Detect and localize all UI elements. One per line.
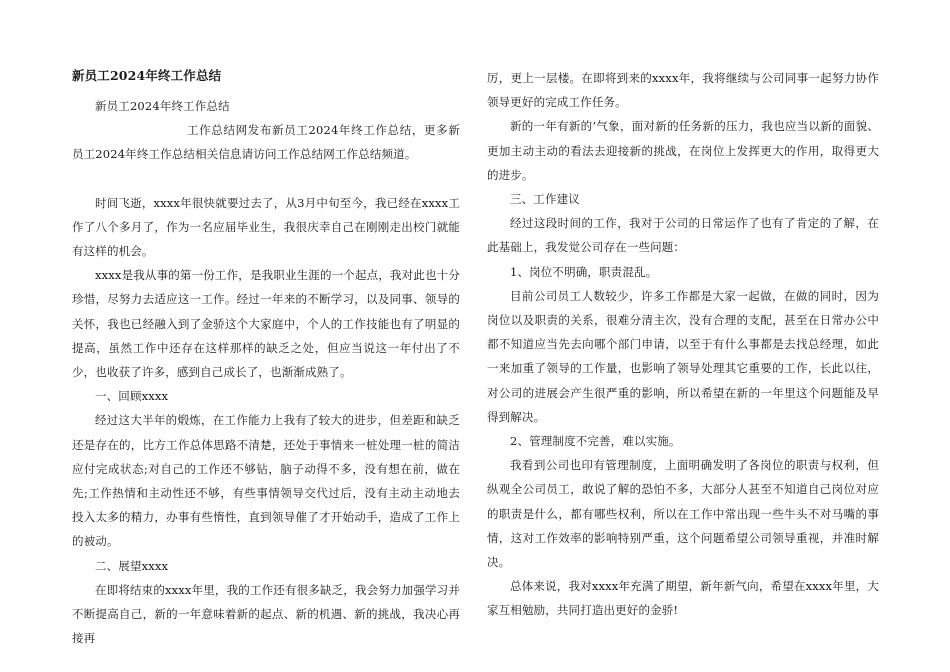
paragraph: 经过这大半年的煅炼，在工作能力上我有了较大的进步，但差距和缺乏还是存在的，比方工作总体思路不清楚，还处于事情来一桩处理一桩的简洁应付完成状态;对自己的工作还不够钻，脑子动得不多，没有想在前，做在先;工作热情和主动性还不够，有些事情领导交代过后，没有主动主动地去投入太多的精力，办事有些惰性，直到领导催了才开始动手，造成了工作上的被动。	[72, 413, 460, 549]
left-column	[72, 58, 460, 650]
paragraph: 新的一年有新的’气象，面对新的任务新的压力，我也应当以新的面貌、更加主动主动的看法去迎接新的挑战，在岗位上发挥更大的作用，取得更大的进步。	[487, 119, 879, 182]
subsection-heading: 1、岗位不明确，职责混乱。	[510, 264, 658, 279]
paragraph: 经过这段时间的工作，我对于公司的日常运作了也有了肯定的了解，在此基础上，我发觉公司存在一些问题：	[487, 216, 879, 255]
spacer	[72, 167, 460, 191]
section-heading: 一、回顾xxxx	[95, 389, 169, 404]
paragraph: 时间飞逝，xxxx年很快就要过去了，从3月中旬至今，我已经在xxxx工作了八个多月了，作为一名应届毕业生，我很庆幸自己在刚刚走出校门就能有这样的机会。	[72, 195, 460, 259]
right-column	[487, 66, 879, 623]
paragraph: 目前公司员工人数较少，许多工作都是大家一起做，在做的同时，因为岗位以及职责的关系，很难分清主次，没有合理的支配，甚至在日常办公中都不知道应当先去向哪个部门申请，以至于有什么事都是去找总经理，如此一来加重了领导的工作量，也影响了领导处理其它重要的工作，长此以往，对公司的进展会产生很严重的影响，所以希望在新的一年里这个问题能及早得到解决。	[487, 288, 879, 424]
paragraph: 总体来说，我对xxxx年充满了期望，新年新气向，希望在xxxx年里，大家互相勉励，共同打造出更好的金骄!	[487, 579, 879, 618]
document-subtitle: 新员工2024年终工作总结	[95, 99, 230, 113]
section-heading: 三、工作建议	[510, 192, 580, 207]
intro-paragraph: 工作总结网发布新员工2024年终工作总结，更多新员工2024年终工作总结相关信息请访问工作总结网工作总结频道。	[72, 123, 460, 162]
section-heading: 二、展望xxxx	[95, 558, 169, 573]
paragraph: 我看到公司也印有管理制度，上面明确发明了各岗位的职责与权利，但纵观全公司员工，敢说了解的恐怕不多，大部分人甚至不知道自己岗位对应的职责是什么，都有哪些权利，所以在工作中常出现一些牛头不对马嘴的事情，这对工作效率的影响特别严重，这个问题希望公司领导重视，并准时解决。	[487, 458, 879, 570]
subsection-heading: 2、管理制度不完善，难以实施。	[510, 434, 681, 449]
paragraph: 在即将结束的xxxx年里，我的工作还有很多缺乏，我会努力加强学习并不断提高自己，新的一年意味着新的起点、新的机遇、新的挑战，我决心再接再	[72, 582, 460, 646]
document-title: 新员工2024年终工作总结	[72, 68, 222, 83]
paragraph-continuation: 厉，更上一层楼。在即将到来的xxxx年，我将继续与公司同事一起努力协作领导更好的完成工作任务。	[487, 71, 879, 110]
paragraph: xxxx是我从事的第一份工作，是我职业生涯的一个起点，我对此也十分珍惜，尽努力去适应这一工作。经过一年来的不断学习，以及同事、领导的关怀，我也已经融入到了金骄这个大家庭中，个人的工作技能也有了明显的提高，虽然工作中还存在这样那样的缺乏之处，但应当说这一年付出了不少，也收获了许多，感到自己成长了，也渐渐成熟了。	[72, 268, 460, 380]
